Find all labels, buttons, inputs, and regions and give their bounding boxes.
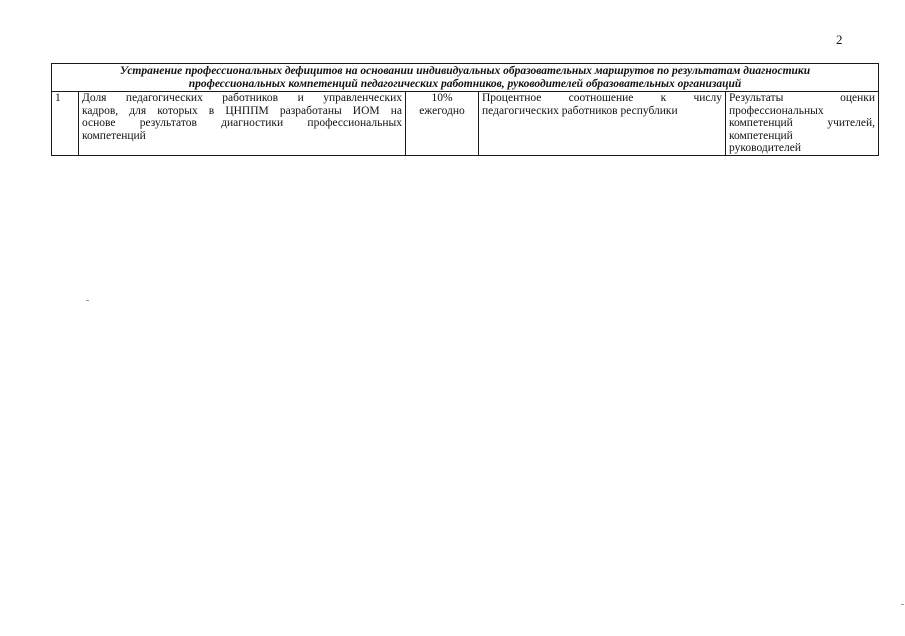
indicator-line: основе результатов диагностики профессиональных bbox=[82, 117, 402, 129]
target-cell bbox=[406, 92, 479, 156]
scan-speck bbox=[86, 300, 89, 301]
section-header-cell bbox=[52, 64, 879, 92]
scan-speck bbox=[901, 604, 904, 605]
indicator-line: компетенций bbox=[82, 129, 146, 142]
table-row bbox=[52, 92, 879, 156]
target-value: 10% bbox=[431, 92, 453, 104]
source-line: профессиональных bbox=[729, 104, 824, 117]
section-title-line-1: Устранение профессиональных дефицитов на основании индивидуальных образовательных маршрутов по результатам диагностики bbox=[119, 65, 811, 77]
row-number: 1 bbox=[52, 92, 79, 156]
target-period: ежегодно bbox=[419, 104, 465, 117]
source-line: руководителей bbox=[729, 142, 802, 154]
section-title-line-2: профессиональных компетенций педагогических работников, руководителей образовательных организаций bbox=[188, 77, 742, 90]
source-line: Результаты оценки bbox=[729, 92, 876, 104]
indicator-line: Доля педагогических работников и управленческих bbox=[82, 92, 402, 104]
indicator-cell bbox=[79, 92, 406, 156]
section-header-row bbox=[52, 64, 879, 92]
source-cell bbox=[726, 92, 879, 156]
source-line: компетенций bbox=[729, 129, 793, 142]
indicators-table bbox=[51, 63, 879, 156]
method-line: Процентное соотношение к числу bbox=[482, 92, 722, 104]
source-line: компетенций учителей, bbox=[729, 117, 876, 129]
method-cell bbox=[479, 92, 726, 156]
indicator-line: кадров, для которых в ЦНППМ разработаны ИОМ на bbox=[82, 104, 402, 117]
page-number: 2 bbox=[836, 32, 843, 47]
method-line: педагогических работников республики bbox=[482, 104, 678, 117]
